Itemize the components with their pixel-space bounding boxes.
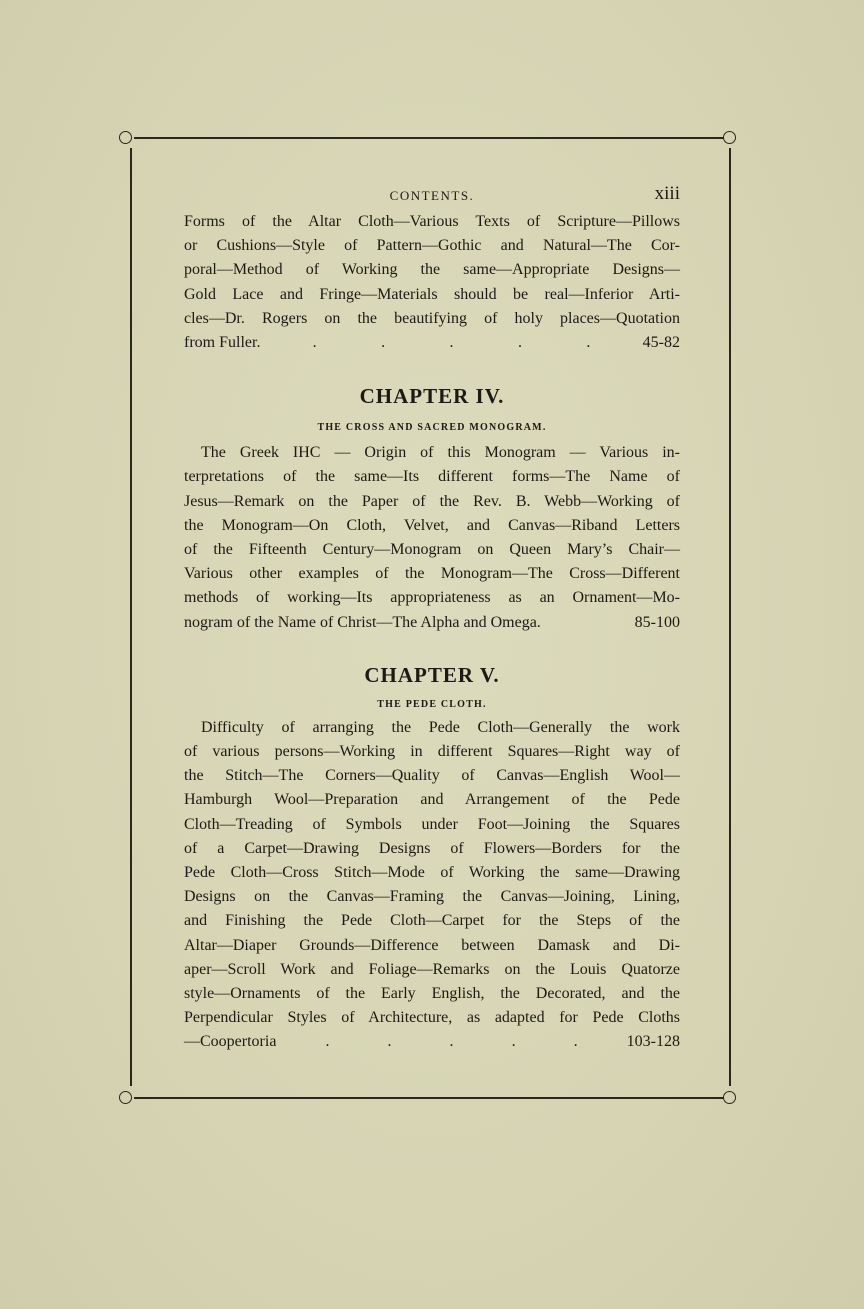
page-range: 45-82 — [642, 334, 680, 352]
text-line: Designs on the Canvas—Framing the Canvas—Joining, Lining, — [184, 888, 680, 906]
dot-leader: . . . . . — [325, 1033, 578, 1051]
page-range: 103-128 — [626, 1033, 680, 1051]
chapter-5-paragraph — [184, 716, 680, 1031]
chapter-3-summary — [184, 210, 680, 355]
text-line: of various persons—Working in different Squares—Right way of — [184, 743, 680, 761]
chapter-title: CHAPTER IV. — [359, 384, 505, 409]
frame-left-rule — [130, 148, 132, 1086]
text-line: aper—Scroll Work and Foliage—Remarks on the Louis Quatorze — [184, 960, 680, 978]
toc-entry-end — [184, 331, 680, 355]
page-number: xiii — [654, 183, 680, 204]
text-line: Altar—Diaper Grounds—Difference between Damask and Di- — [184, 936, 680, 954]
text-line: or Cushions—Style of Pattern—Gothic and Natural—The Cor- — [184, 237, 680, 255]
chapter-title: CHAPTER V. — [364, 662, 500, 687]
text-line: Pede Cloth—Cross Stitch—Mode of Working the same—Drawing — [184, 864, 680, 882]
chapter-3-paragraph — [184, 210, 680, 331]
chapter-5-section — [184, 663, 680, 1055]
text-line: the Monogram—On Cloth, Velvet, and Canvas—Riband Letters — [184, 516, 680, 534]
frame-corner-ring-top-right — [723, 131, 736, 144]
chapter-subtitle: THE CROSS AND SACRED MONOGRAM. — [317, 422, 547, 434]
text-line: Forms of the Altar Cloth—Various Texts of Scripture—Pillows — [184, 213, 680, 230]
frame-corner-ring-bottom-right — [723, 1091, 736, 1104]
text-line: Difficulty of arranging the Pede Cloth—Generally the work — [201, 718, 680, 736]
text-line: poral—Method of Working the same—Appropriate Designs— — [184, 261, 680, 279]
chapter-4-section — [184, 384, 680, 635]
text-line: The Greek IHC — Origin of this Monogram — Various in- — [201, 444, 680, 462]
text-line: nogram of the Name of Christ—The Alpha and Omega. — [184, 613, 541, 631]
text-line: the Stitch—The Corners—Quality of Canvas—English Wool— — [184, 767, 680, 785]
page-range: 85-100 — [634, 613, 680, 631]
text-line: cles—Dr. Rogers on the beautifying of holy places—Quotation — [184, 309, 680, 327]
text-line: methods of working—Its appropriateness as an Ornament—Mo- — [184, 589, 680, 607]
text-line: and Finishing the Pede Cloth—Carpet for the Steps of the — [184, 912, 680, 930]
text-line: Hamburgh Wool—Preparation and Arrangement of the Pede — [184, 791, 680, 809]
text-line: of the Fifteenth Century—Monogram on Queen Mary’s Chair— — [184, 541, 680, 559]
frame-top-rule — [134, 137, 724, 139]
frame-bottom-rule — [134, 1097, 724, 1099]
frame-right-rule — [729, 148, 731, 1086]
running-head — [184, 180, 680, 210]
toc-entry-end — [184, 611, 680, 635]
chapter-subtitle: THE PEDE CLOTH. — [377, 698, 487, 710]
text-line: —Coopertoria — [184, 1033, 277, 1051]
chapter-4-paragraph — [184, 441, 680, 610]
frame-corner-ring-top-left — [119, 131, 132, 144]
text-line: Perpendicular Styles of Architecture, as adapted for Pede Cloths — [184, 1009, 680, 1027]
text-line: style—Ornaments of the Early English, the Decorated, and the — [184, 985, 680, 1003]
dot-leader: . . . . . — [312, 334, 591, 352]
toc-entry-end — [184, 1030, 680, 1054]
frame-corner-ring-bottom-left — [119, 1091, 132, 1104]
contents-body — [184, 180, 680, 1055]
text-line: Cloth—Treading of Symbols under Foot—Joining the Squares — [184, 815, 680, 833]
text-line: terpretations of the same—Its different forms—The Name of — [184, 468, 680, 486]
text-line: Gold Lace and Fringe—Materials should be real—Inferior Arti- — [184, 285, 680, 303]
text-line: from Fuller. — [184, 334, 261, 352]
running-head-title: CONTENTS. — [389, 188, 475, 203]
text-line: Jesus—Remark on the Paper of the Rev. B. Webb—Working of — [184, 492, 680, 510]
text-line: Various other examples of the Monogram—The Cross—Different — [184, 565, 680, 583]
text-line: of a Carpet—Drawing Designs of Flowers—Borders for the — [184, 839, 680, 857]
